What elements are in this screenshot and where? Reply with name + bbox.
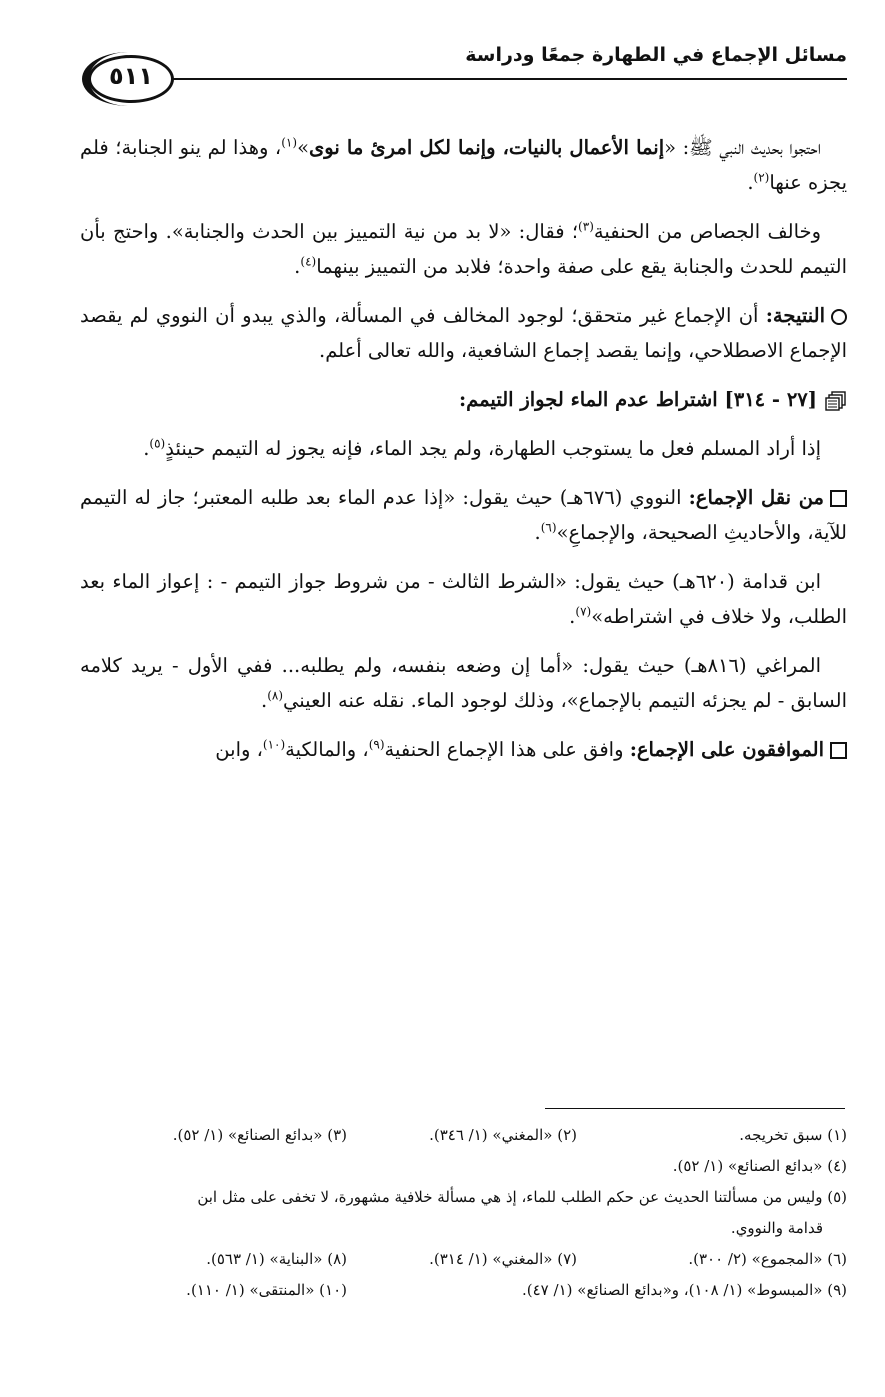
footnote-ref[interactable]: (٩) [368,737,385,752]
footnote-row [80,1275,847,1306]
main-text [80,130,847,781]
footnote-ref[interactable]: (١) [281,135,298,150]
paragraph-evidence [80,130,847,200]
hadith-quote: إنما الأعمال بالنيات، وإنما لكل امرئ ما نوى [309,136,665,159]
footnote-ref[interactable]: (١٠) [262,737,286,752]
footnote-5-line: قدامة والنووي. [730,1219,823,1237]
header-rule [170,78,847,80]
footnote-9: (٩) «المبسوط» (١/ ١٠٨)، و«بدائع الصنائع» (١/ ٤٧). [522,1281,847,1299]
text-run: وخالف الجصاص من الحنفية [593,220,821,243]
footnote-2: (٢) «المغني» (١/ ٣٤٦). [429,1126,577,1144]
footnote-5 [80,1182,847,1244]
footnote-1: (١) سبق تخريجه. [739,1126,847,1144]
paragraph-maraghi [80,648,847,718]
footnotes [80,1120,847,1306]
issue-title: [٢٧ - ٣١٤] اشتراط عدم الماء لجواز التيمم: [458,388,817,411]
paragraph-opposition [80,214,847,284]
paragraph-ibn-qudama [80,564,847,634]
footnote-row [80,1120,847,1151]
footnote-ref[interactable]: (٥) [149,436,166,451]
footnote-ref[interactable]: (٨) [267,688,284,703]
footnote-5-line: (٥) وليس من مسألتنا الحديث عن حكم الطلب للماء، إذ هي مسألة خلافية مشهورة، لا تخفى على مثل ابن [197,1188,847,1206]
result-label: النتيجة: [765,304,825,327]
text-run: . [294,255,301,278]
square-bullet-icon [830,490,847,507]
text-run: ، وابن [215,738,263,761]
text-run: ؛ فقال: «لا بد من نية التمييز بين الحدث والجنابة». واحتج بأن التيمم للحدث والجنابة يقع على صفة واحدة؛ فلابد من التمييز بينهما [80,220,847,278]
footnote-4: (٤) «بدائع الصنائع» (١/ ٥٢). [672,1157,847,1175]
section-heading [80,382,847,417]
text-run: وافق على هذا الإجماع الحنفية [384,738,630,761]
footnote-ref[interactable]: (٢) [753,170,770,185]
paragraph-issue [80,431,847,466]
footnote-row [80,1151,847,1182]
text-run: » [297,136,309,159]
text-run: ابن قدامة (٦٢٠هـ) حيث يقول: «الشرط الثالث - من شروط جواز التيمم - : إعواز الماء بعد الطلب، ولا خلاف في اشتراطه» [80,570,847,628]
page-number: ٥١١ [109,62,153,90]
footnote-10: (١٠) «المنتقى» (١/ ١١٠). [186,1281,347,1299]
footnote-ref[interactable]: (٦) [540,520,557,535]
footnote-ref[interactable]: (٧) [575,604,592,619]
text-run: النووي (٦٧٦هـ) حيث يقول: «إذا عدم الماء بعد طلبه المعتبر؛ جاز له التيمم للآية، والأحاديثِ الصحيحة، والإجماعِ» [80,486,847,544]
footnote-ref[interactable]: (٤) [300,254,317,269]
text-run: . [534,521,541,544]
paragraph-result [80,298,847,368]
square-bullet-icon [830,742,847,759]
running-title: مسائل الإجماع في الطهارة جمعًا ودراسة [465,44,847,66]
text-run: المراغي (٨١٦هـ) حيث يقول: «أما إن وضعه بنفسه، ولم يطلبه... ففي الأول - يريد كلامه السابق - لم يجزئه التيمم بالإجماع»، وذلك لوجود الماء. نقله عنه العيني [80,654,847,712]
text-run: . [747,171,754,194]
text-run: ، وهذا لم ينو الجنابة؛ فلم يجزه عنها [80,136,847,194]
text-run: احتجوا بحديث النبي ﷺ: « [664,136,821,159]
paragraph-agreeing [80,732,847,767]
transmitters-label: من نقل الإجماع: [688,486,824,509]
footnote-8: (٨) «البناية» (١/ ٥٦٣). [206,1250,347,1268]
footnote-ref[interactable]: (٣) [578,219,594,234]
footnote-separator [545,1108,845,1109]
text-run: . [143,437,150,460]
text-run: أن الإجماع غير متحقق؛ لوجود المخالف في المسألة، والذي يبدو أن النووي لم يقصد الإجماع الاصطلاحي، وإنما يقصد إجماع الشافعية، والله تعالى أعلم. [80,304,847,362]
footnote-7: (٧) «المغني» (١/ ٣١٤). [429,1250,577,1268]
footnote-row [80,1244,847,1275]
paragraph-transmitters [80,480,847,550]
text-run: ، والمالكية [285,738,369,761]
footnote-6: (٦) «المجموع» (٢/ ٣٠٠). [688,1250,847,1268]
circle-bullet-icon [831,309,847,325]
copy-pages-icon [825,391,847,411]
agreeing-label: الموافقون على الإجماع: [629,738,824,761]
text-run: . [569,605,576,628]
footnote-3: (٣) «بدائع الصنائع» (١/ ٥٢). [172,1126,347,1144]
text-run: . [261,689,268,712]
text-run: إذا أراد المسلم فعل ما يستوجب الطهارة، ولم يجد الماء، فإنه يجوز له التيمم حينئذٍ [165,437,821,460]
